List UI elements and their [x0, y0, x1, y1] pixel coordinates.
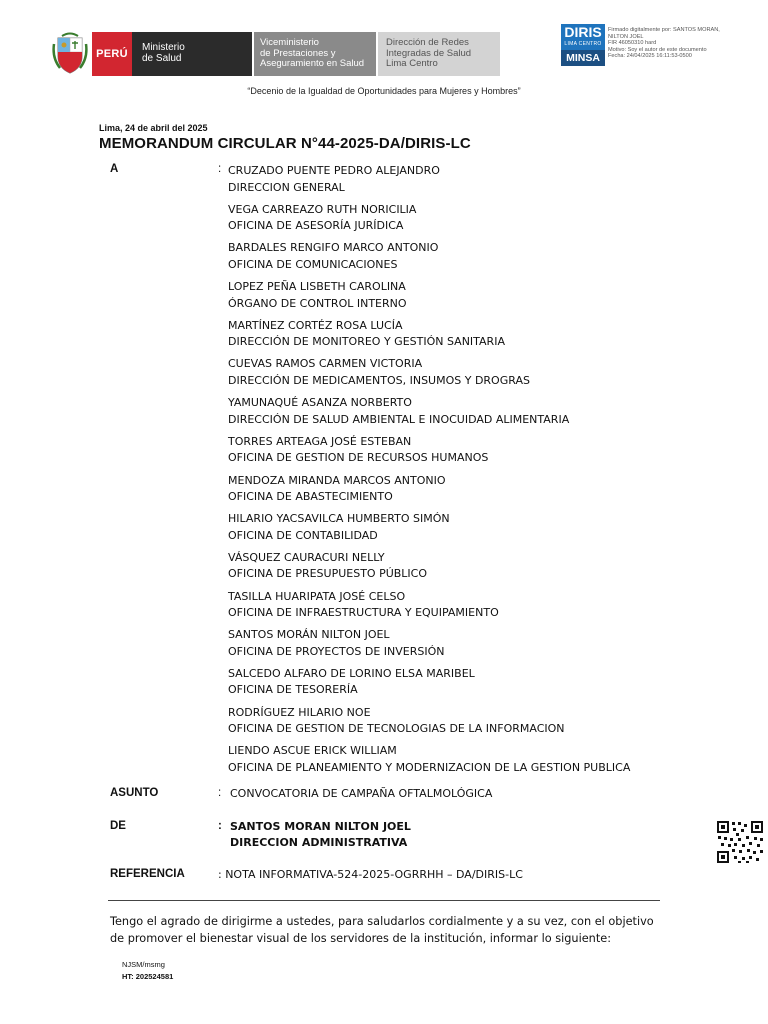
recipient-office: OFICINA DE PRESUPUESTO PÚBLICO: [228, 567, 428, 581]
memo-date: Lima, 24 de abril del 2025: [99, 123, 208, 133]
initials-block: [122, 959, 173, 983]
seal-sub-text: LIMA CENTRO: [564, 41, 602, 47]
asunto-label: ASUNTO: [110, 787, 159, 799]
institutional-header: [52, 32, 500, 76]
referencia-value: : NOTA INFORMATIVA-524-2025-OGRRHH – DA/DIRIS-LC: [218, 868, 523, 881]
recipient-office: OFICINA DE CONTABILIDAD: [228, 528, 378, 542]
recipient-office: OFICINA DE INFRAESTRUCTURA Y EQUIPAMIENTO: [228, 606, 499, 620]
recipient-name: MENDOZA MIRANDA MARCOS ANTONIO: [228, 473, 446, 487]
de-office: DIRECCION ADMINISTRATIVA: [230, 836, 408, 849]
asunto-value: CONVOCATORIA DE CAMPAÑA OFTALMOLÓGICA: [230, 787, 493, 800]
recipient-item: [228, 473, 630, 512]
recipient-item: [228, 318, 630, 357]
memo-title: MEMORANDUM CIRCULAR N°44-2025-DA/DIRIS-LC: [99, 135, 471, 152]
recipient-item: [228, 511, 630, 550]
recipient-office: DIRECCION GENERAL: [228, 180, 345, 194]
recipient-item: [228, 240, 630, 279]
coat-of-arms-icon: [52, 32, 88, 76]
recipient-office: DIRECCIÓN DE SALUD AMBIENTAL E INOCUIDAD ALIMENTARIA: [228, 412, 570, 426]
recipient-name: TASILLA HUARIPATA JOSÉ CELSO: [228, 589, 406, 603]
ministerio-block: [132, 32, 252, 76]
recipient-item: [228, 434, 630, 473]
recipient-name: CRUZADO PUENTE PEDRO ALEJANDRO: [228, 164, 440, 177]
recipient-office: ÓRGANO DE CONTROL INTERNO: [228, 296, 407, 310]
diris-minsa-seal: [561, 24, 605, 66]
recipient-item: [228, 395, 630, 434]
ht-number: HT: 202524581: [122, 972, 174, 981]
recipient-office: OFICINA DE ABASTECIMIENTO: [228, 490, 393, 503]
recipient-name: VÁSQUEZ CAURACURI NELLY: [228, 550, 385, 564]
digital-signature: [608, 27, 766, 60]
recipient-item: [228, 163, 630, 202]
viceministerio-line: Viceministerio: [260, 37, 319, 48]
seal-minsa: MINSA: [561, 50, 605, 66]
recipient-office: OFICINA DE PLANEAMIENTO Y MODERNIZACION DE LA GESTION PUBLICA: [228, 760, 631, 774]
recipient-name: YAMUNAQUÉ ASANZA NORBERTO: [228, 396, 412, 410]
recipient-name: MARTÍNEZ CORTÉZ ROSA LUCÍA: [228, 318, 403, 332]
recipient-name: LOPEZ PEÑA LISBETH CAROLINA: [228, 280, 406, 294]
recipient-list: [228, 163, 630, 782]
asunto-colon: :: [218, 787, 222, 799]
direccion-line: Integradas de Salud: [386, 47, 472, 59]
viceministerio-line: Aseguramiento en Salud: [260, 58, 365, 69]
recipient-item: [228, 743, 630, 782]
recipient-item: [228, 202, 630, 241]
ministerio-line: de Salud: [142, 53, 182, 64]
recipient-name: SANTOS MORÁN NILTON JOEL: [228, 628, 390, 642]
ministerio-line: Ministerio: [142, 42, 185, 53]
divider-line: [108, 900, 660, 901]
recipient-office: DIRECCIÓN DE MEDICAMENTOS, INSUMOS Y DROGRAS: [228, 373, 530, 387]
recipient-office: OFICINA DE GESTION DE TECNOLOGIAS DE LA INFORMACION: [228, 722, 565, 736]
direccion-line: Lima Centro: [386, 58, 438, 69]
de-label: DE: [110, 820, 126, 832]
viceministerio-line: de Prestaciones y: [260, 47, 336, 59]
recipient-name: SALCEDO ALFARO DE LORINO ELSA MARIBEL: [228, 666, 475, 680]
direccion-line: Dirección de Redes: [386, 37, 469, 48]
decade-motto: “Decenio de la Igualdad de Oportunidades para Mujeres y Hombres”: [247, 86, 521, 96]
to-label: A: [110, 163, 119, 175]
de-name: SANTOS MORAN NILTON JOEL: [230, 820, 411, 833]
signature-line: FIR 46050310 hard: [608, 40, 657, 47]
recipient-name: CUEVAS RAMOS CARMEN VICTORIA: [228, 357, 423, 371]
recipient-name: LIENDO ASCUE ERICK WILLIAM: [228, 744, 397, 758]
recipient-office: OFICINA DE PROYECTOS DE INVERSIÓN: [228, 644, 445, 658]
peru-label: PERÚ: [92, 32, 132, 76]
recipient-office: OFICINA DE TESORERÍA: [228, 683, 358, 697]
recipient-item: [228, 705, 630, 744]
recipient-office: OFICINA DE ASESORÍA JURÍDICA: [228, 219, 404, 233]
recipient-name: BARDALES RENGIFO MARCO ANTONIO: [228, 241, 439, 255]
recipient-office: DIRECCIÓN DE MONITOREO Y GESTIÓN SANITARIA: [228, 335, 505, 349]
seal-diris: [561, 24, 605, 50]
recipient-item: [228, 550, 630, 589]
initials-text: NJSM/msmg: [122, 960, 165, 969]
recipient-office: OFICINA DE GESTION DE RECURSOS HUMANOS: [228, 451, 489, 465]
recipient-office: OFICINA DE COMUNICACIONES: [228, 257, 398, 271]
signature-line: NILTON JOEL: [608, 33, 644, 40]
qr-code-icon: [716, 820, 764, 864]
direccion-block: [378, 32, 500, 76]
to-colon: :: [218, 163, 222, 175]
recipient-item: [228, 627, 630, 666]
recipient-item: [228, 356, 630, 395]
memo-body-paragraph: Tengo el agrado de dirigirme a ustedes, para saludarlos cordialmente y a su vez, con el objetivo de promover el bienestar visual de los servidores de la institución, informar lo siguiente:: [110, 915, 654, 945]
recipient-name: RODRÍGUEZ HILARIO NOE: [228, 705, 371, 719]
recipient-name: HILARIO YACSAVILCA HUMBERTO SIMÓN: [228, 512, 450, 526]
de-colon: :: [218, 820, 222, 832]
recipient-name: VEGA CARREAZO RUTH NORICILIA: [228, 202, 417, 216]
signature-line: Motivo: Soy el autor de este documento: [608, 46, 707, 53]
signature-line: Fecha: 24/04/2025 16:11:53-0500: [608, 53, 692, 60]
recipient-item: [228, 279, 630, 318]
signature-line: Firmado digitalmente por: SANTOS MORAN,: [608, 27, 720, 33]
recipient-item: [228, 589, 630, 628]
seal-diris-text: DIRIS: [564, 24, 602, 40]
referencia-label: REFERENCIA: [110, 868, 185, 880]
recipient-name: TORRES ARTEAGA JOSÉ ESTEBAN: [228, 434, 412, 448]
recipient-item: [228, 666, 630, 705]
viceministerio-block: [254, 32, 376, 76]
